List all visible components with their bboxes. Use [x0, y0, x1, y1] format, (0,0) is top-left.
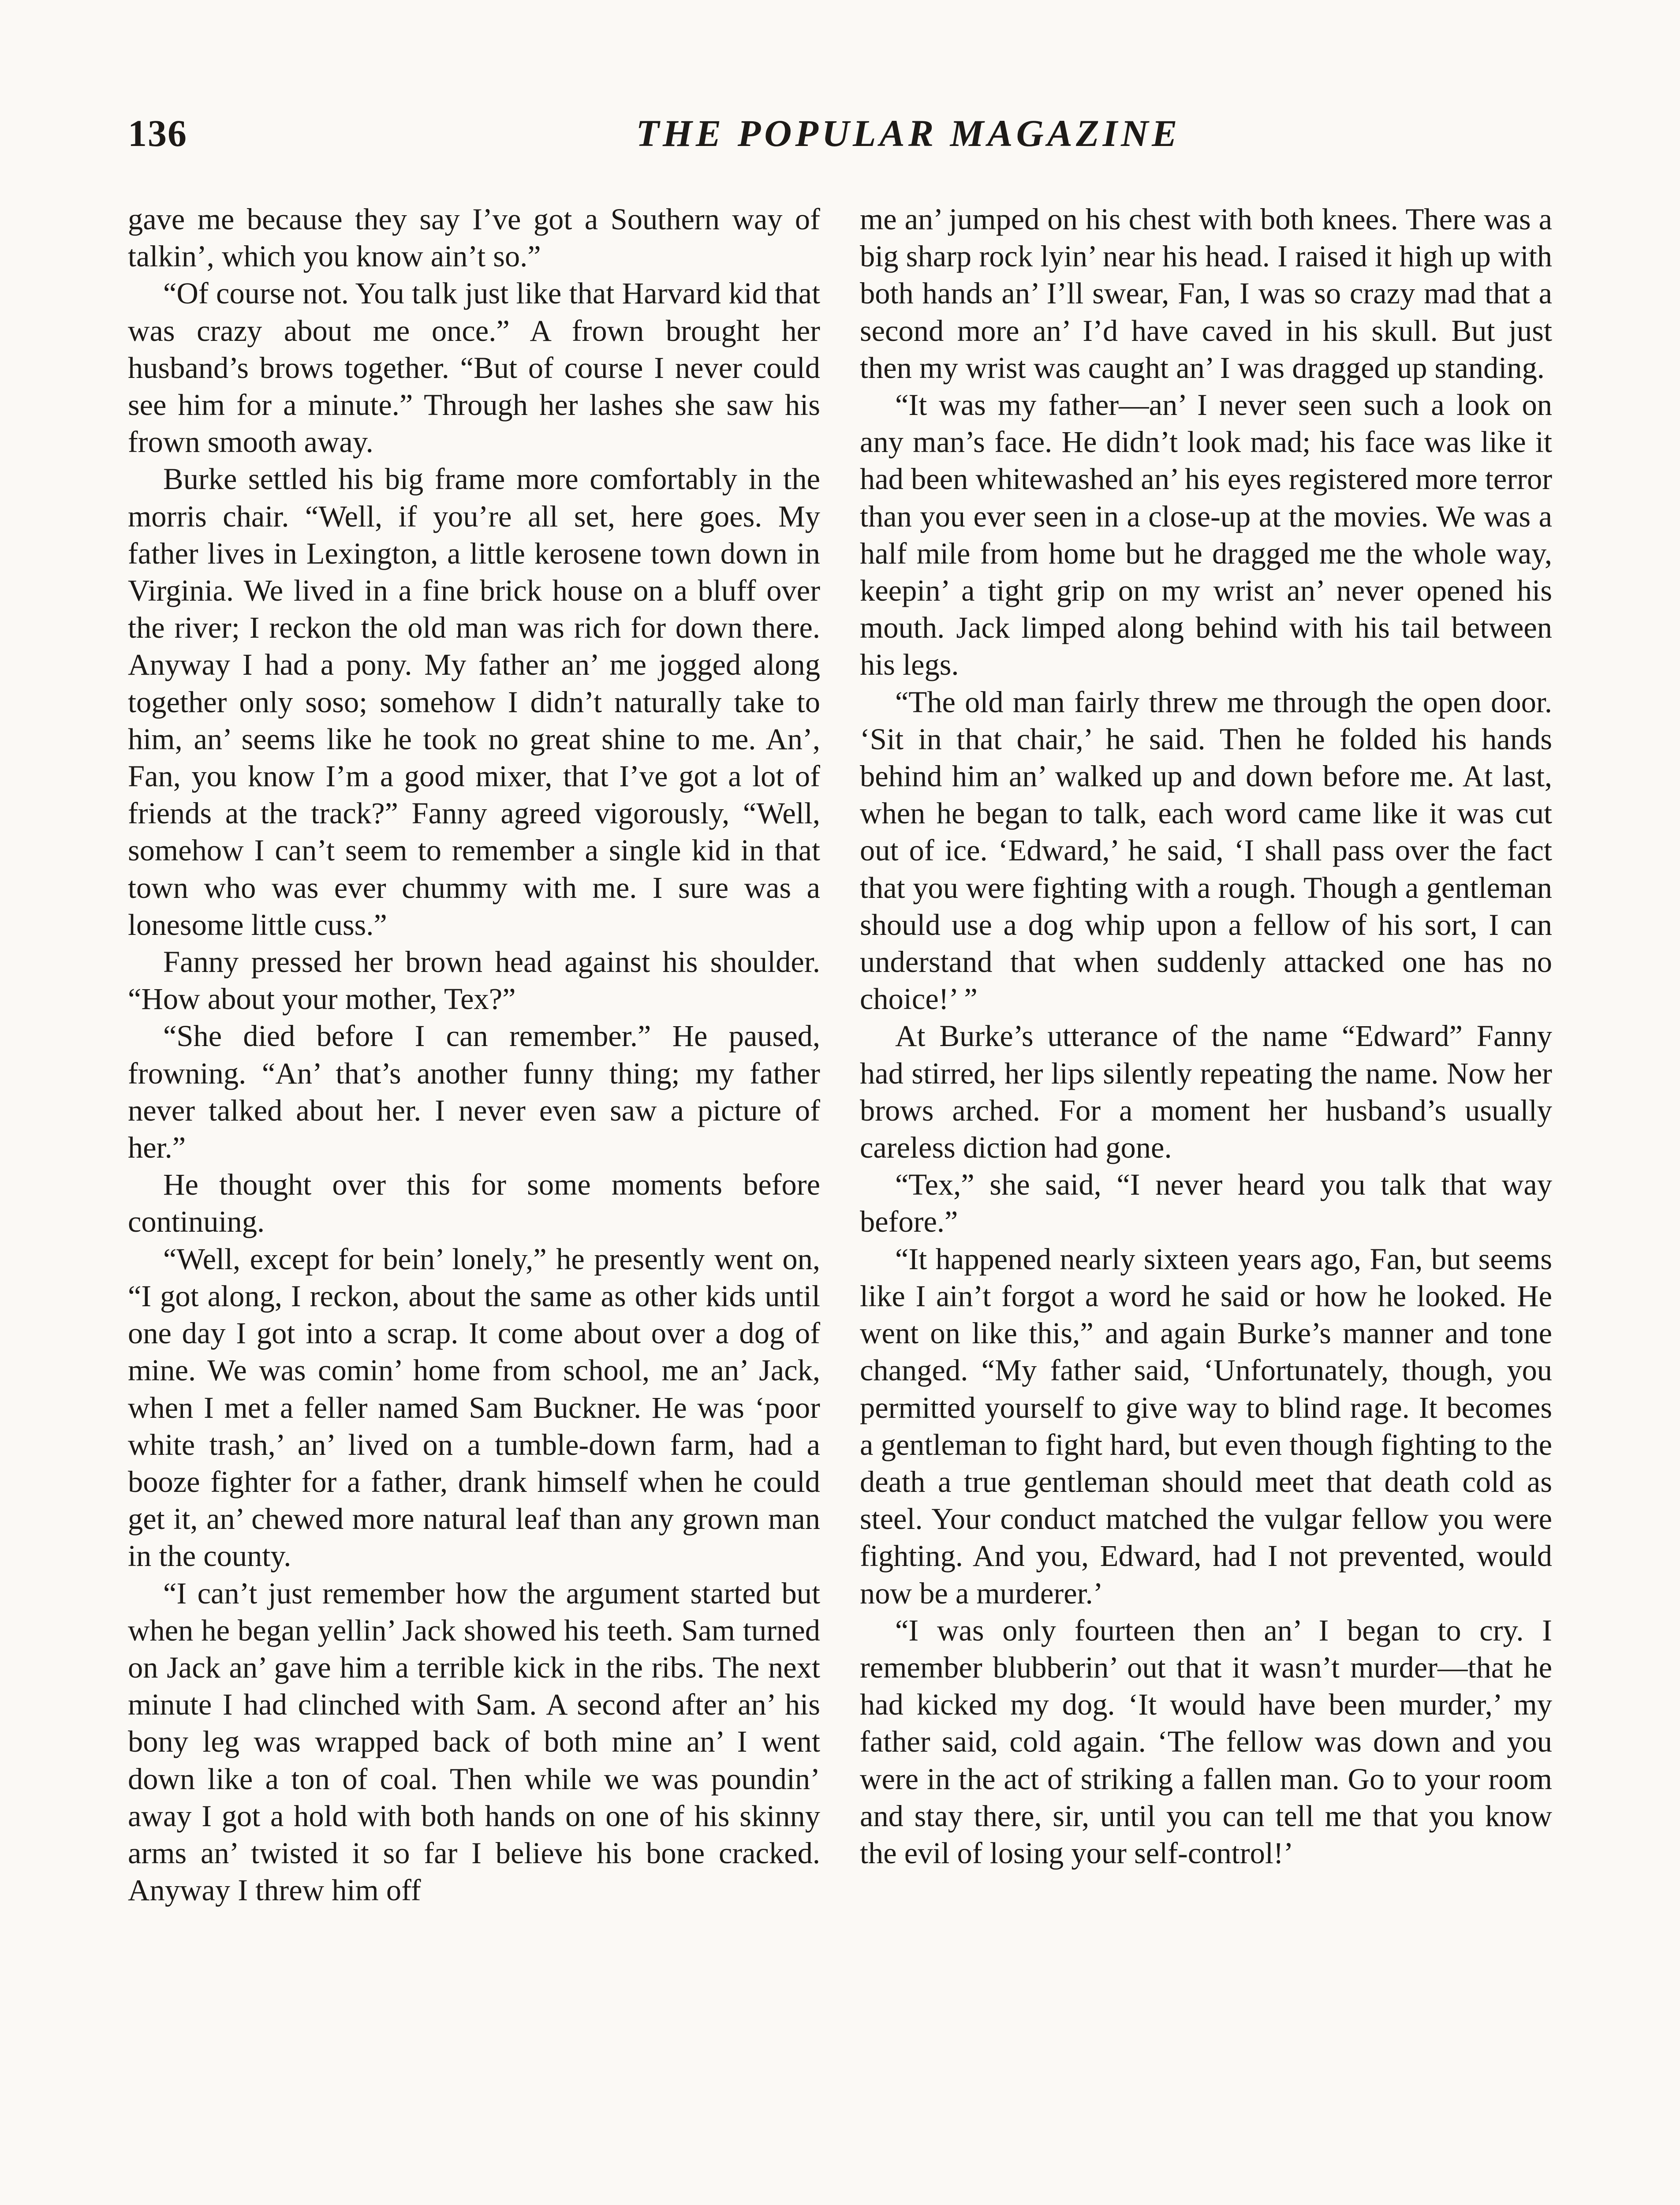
- page-header: [128, 111, 1557, 168]
- paragraph: “She died before I can remember.” He paused, frowning. “An’ that’s another funny thing; my father never talked about her. I never even saw a picture of her.”: [128, 1019, 820, 1165]
- paragraph: “It was my father—an’ I never seen such a look on any man’s face. He didn’t look mad; his face was like it had been whitewashed an’ his eyes registered more terror than you ever seen in a close-up at the movies. We was a half mile from home but he dragged me the whole way, keepin’ a tight grip on my wrist an’ never opened his mouth. Jack limped along behind with his tail between his legs.: [860, 388, 1552, 682]
- paragraph: Fanny pressed her brown head against his shoulder. “How about your mother, Tex?”: [128, 945, 820, 1016]
- paragraph: “The old man fairly threw me through the open door. ‘Sit in that chair,’ he said. Then he folded his hands behind him an’ walked up and down before me. At last, when he began to talk, each word came like it was cut out of ice. ‘Edward,’ he said, ‘I shall pass over the fact that you were fighting with a rough. Though a gentleman should use a dog whip upon a fellow of his sort, I can understand that when suddenly attacked one has no choice!’ ”: [860, 685, 1552, 1016]
- paragraph: me an’ jumped on his chest with both knees. There was a big sharp rock lyin’ near his head. I raised it high up with both hands an’ I’ll swear, Fan, I was so crazy mad that a second more an’ I’d have caved in his skull. But just then my wrist was caught an’ I was dragged up standing.: [860, 202, 1552, 385]
- paragraph: “Well, except for bein’ lonely,” he presently went on, “I got along, I reckon, about the same as other kids until one day I got into a scrap. It come about over a dog of mine. We was comin’ home from school, me an’ Jack, when I met a feller named Sam Buckner. He was ‘poor white trash,’ an’ lived on a tumble-down farm, had a booze fighter for a father, drank himself when he could get it, an’ chewed more natural leaf than any grown man in the county.: [128, 1242, 820, 1573]
- paragraph: He thought over this for some moments before continuing.: [128, 1168, 820, 1239]
- page-number: 136: [128, 112, 187, 154]
- paragraph: “I was only fourteen then an’ I began to cry. I remember blubberin’ out that it wasn’t murder—that he had kicked my dog. ‘It would have been murder,’ my father said, cold again. ‘The fellow was down and you were in the act of striking a fallen man. Go to your room and stay there, sir, until you can tell me that you know the evil of losing your self-control!’: [860, 1613, 1552, 1870]
- paragraph: At Burke’s utterance of the name “Edward” Fanny had stirred, her lips silently repeating the name. Now her brows arched. For a moment her husband’s usually careless diction had gone.: [860, 1019, 1552, 1165]
- paragraph: “It happened nearly sixteen years ago, Fan, but seems like I ain’t forgot a word he said or how he looked. He went on like this,” and again Burke’s manner and tone changed. “My father said, ‘Unfortunately, though, you permitted yourself to give way to blind rage. It becomes a gentleman to fight hard, but even though fighting to the death a true gentleman should meet that death cold as steel. Your conduct matched the vulgar fellow you were fighting. And you, Edward, had I not prevented, would now be a murderer.’: [860, 1242, 1552, 1610]
- paragraph: Burke settled his big frame more comfortably in the morris chair. “Well, if you’re all set, here goes. My father lives in Lexington, a little kerosene town down in Virginia. We lived in a fine brick house on a bluff over the river; I reckon the old man was rich for down there. Anyway I had a pony. My father an’ me jogged along together only soso; somehow I didn’t naturally take to him, an’ seems like he took no great shine to me. An’, Fan, you know I’m a good mixer, that I’ve got a lot of friends at the track?” Fanny agreed vigorously, “Well, somehow I can’t seem to remember a single kid in that town who was ever chummy with me. I sure was a lonesome little cuss.”: [128, 462, 820, 942]
- running-title: THE POPULAR MAGAZINE: [636, 112, 1181, 154]
- paragraph: “Of course not. You talk just like that Harvard kid that was crazy about me once.” A frown brought her husband’s brows together. “But of course I never could see him for a minute.” Through her lashes she saw his frown smooth away.: [128, 277, 820, 459]
- left-column: [128, 201, 820, 1909]
- paragraph: gave me because they say I’ve got a Southern way of talkin’, which you know ain’t so.”: [128, 202, 820, 273]
- paragraph: “I can’t just remember how the argument started but when he began yellin’ Jack showed his teeth. Sam turned on Jack an’ gave him a terrible kick in the ribs. The next minute I had clinched with Sam. A second after an’ his bony leg was wrapped back of both mine an’ I went down like a ton of coal. Then while we was poundin’ away I got a hold with both hands on one of his skinny arms an’ twisted it so far I believe his bone cracked. Anyway I threw him off: [128, 1576, 820, 1907]
- paragraph: “Tex,” she said, “I never heard you talk that way before.”: [860, 1168, 1552, 1239]
- right-column: [860, 201, 1552, 1872]
